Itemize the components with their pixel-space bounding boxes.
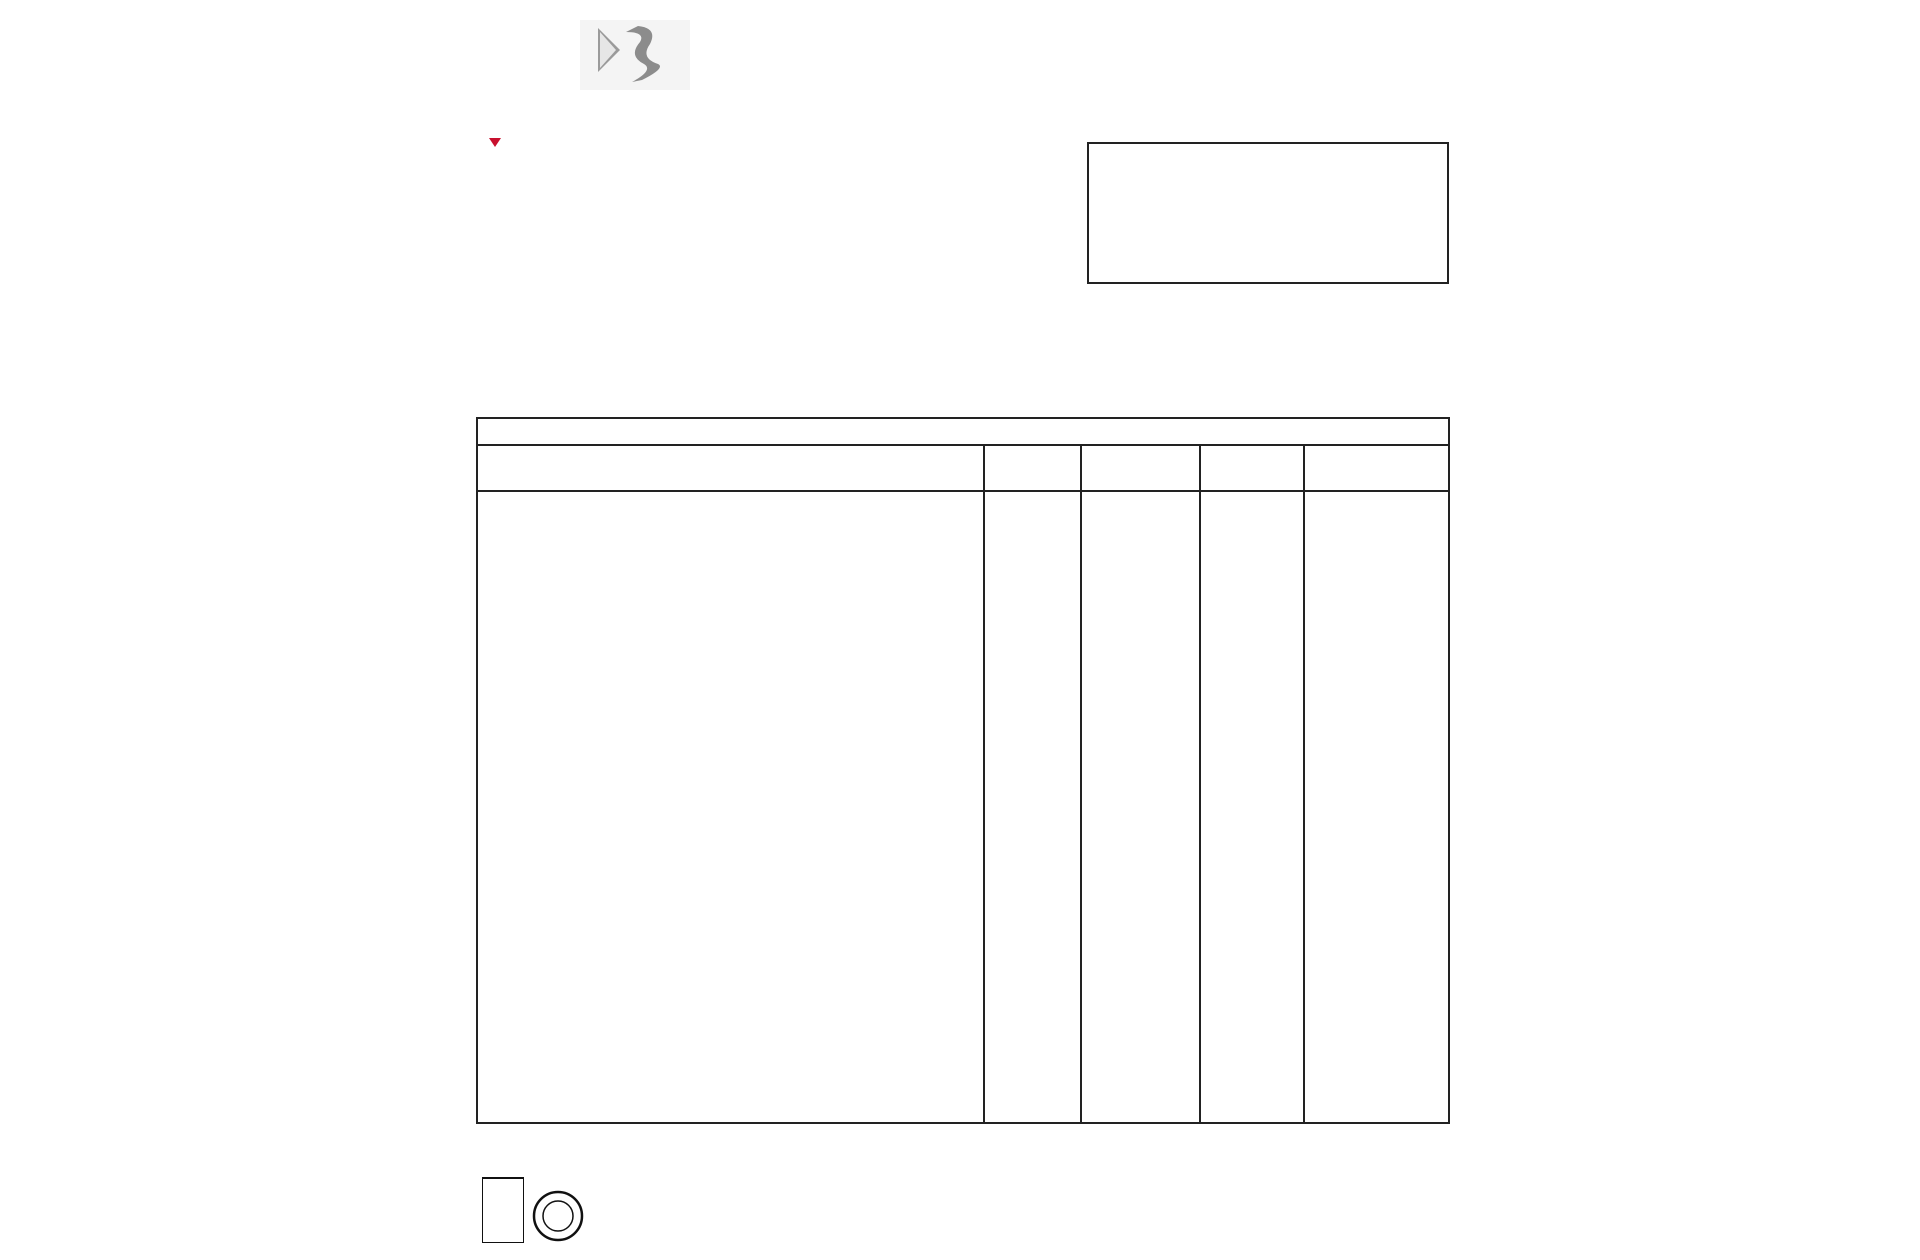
sum-mano-obra <box>477 1133 481 1151</box>
aenor-badge <box>482 1177 524 1243</box>
sum-recambios <box>477 1153 487 1171</box>
field-modelo <box>830 311 1080 332</box>
field-kilometros <box>830 248 1080 269</box>
field-dni <box>830 143 1080 164</box>
field-cod-cliente <box>830 164 1080 185</box>
ds-logo-icon <box>580 20 690 90</box>
client-fields <box>830 143 1080 332</box>
field-fecha-apertura <box>830 206 1080 227</box>
col-divider-qty <box>983 444 985 1122</box>
sum-trab-ext <box>740 1133 746 1151</box>
page-indicator <box>1343 396 1347 411</box>
ds-logo <box>580 20 690 115</box>
field-no-or <box>830 185 1080 206</box>
sum-iva-label <box>1100 1196 1128 1214</box>
field-chasis <box>830 290 1080 311</box>
col-divider-total <box>1303 444 1305 1122</box>
company-logo <box>482 138 508 176</box>
field-matricula <box>830 227 1080 248</box>
address-box <box>1087 142 1449 284</box>
iqnet-seal-icon <box>532 1190 584 1242</box>
col-divider-discount <box>1199 444 1201 1122</box>
marcos-logo-icon <box>482 138 508 176</box>
items-table <box>476 417 1450 1124</box>
aenor-top <box>483 1178 523 1179</box>
field-fecha-venta <box>830 269 1080 290</box>
col-divider-price <box>1080 444 1082 1122</box>
iqnet-badge <box>532 1190 584 1242</box>
